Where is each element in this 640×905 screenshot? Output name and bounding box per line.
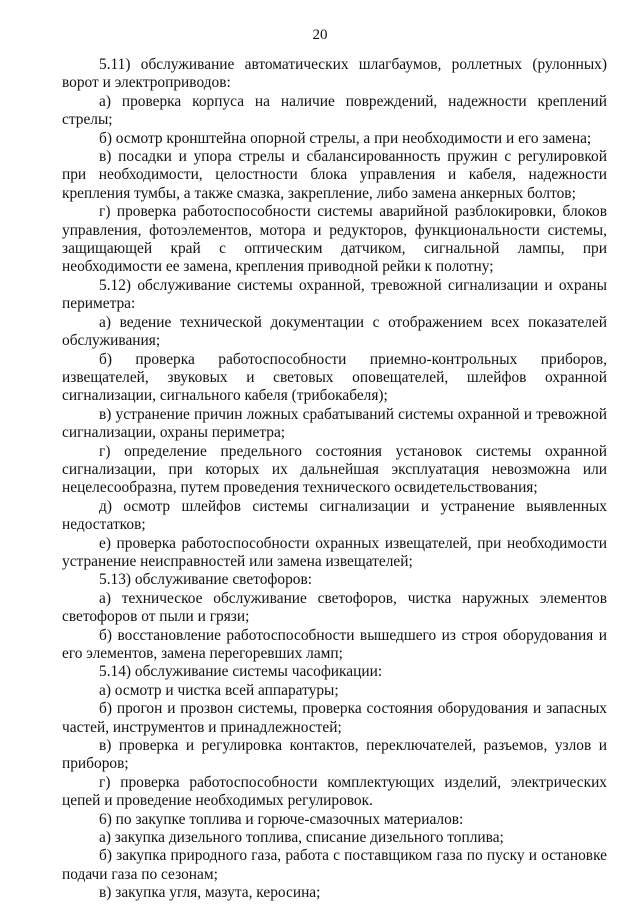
paragraph: б) осмотр кронштейна опорной стрелы, а при необходимости и его замена;: [99, 129, 592, 147]
paragraph: в) посадки и упора стрелы и сбалансированность пружин с регулировкой при необходимости, целостности блока управления и кабеля, надежности крепления тумбы, а также смазка, закрепление, либо замена анкерных болтов;: [62, 148, 607, 202]
paragraph: г) проверка работоспособности комплектующих изделий, электрических цепей и проведение необходимых регулировок.: [62, 773, 607, 810]
paragraph: а) осмотр и чистка всей аппаратуры;: [99, 681, 339, 699]
paragraph: 5.12) обслуживание системы охранной, тревожной сигнализации и охраны периметра:: [62, 276, 607, 313]
paragraph: г) проверка работоспособности системы аварийной разблокировки, блоков управления, фотоэлементов, мотора и редукторов, функциональности системы, защищающей край с оптическим датчиком, сигнальной лампы, при необходимости ее замена, крепления приводной рейки к полотну;: [62, 203, 607, 276]
paragraph: а) закупка дизельного топлива, списание дизельного топлива;: [99, 829, 504, 847]
paragraph: в) закупка угля, мазута, керосина;: [99, 884, 321, 902]
paragraph: б) проверка работоспособности приемно-контрольных приборов, извещателей, звуковых и световых оповещателей, шлейфов охранной сигнализации, сигнального кабеля (трибокабеля);: [62, 350, 607, 405]
document-body: [62, 56, 607, 903]
paragraph: б) восстановление работоспособности вышедшего из строя оборудования и его элементов, замена перегоревших ламп;: [62, 626, 607, 662]
paragraph: 6) по закупке топлива и горюче-смазочных материалов:: [99, 810, 464, 828]
paragraph: г) определение предельного состояния установок системы охранной сигнализации, при которых их дальнейшая эксплуатация невозможна или нецелесообразна, путем проведения технического освидетельствования;: [62, 442, 607, 497]
paragraph: б) закупка природного газа, работа с поставщиком газа по пуску и остановке подачи газа по сезонам;: [62, 847, 607, 883]
paragraph: е) проверка работоспособности охранных извещателей, при необходимости устранение неисправностей или замена извещателей;: [62, 534, 607, 570]
paragraph: в) проверка и регулировка контактов, переключателей, разъемов, узлов и приборов;: [62, 737, 607, 773]
page-number: 20: [312, 27, 328, 43]
paragraph: 5.14) обслуживание системы часофикации:: [99, 663, 383, 681]
paragraph: д) осмотр шлейфов системы сигнализации и устранение выявленных недостатков;: [62, 497, 607, 534]
paragraph: а) ведение технической документации с отображением всех показателей обслуживания;: [62, 313, 607, 350]
paragraph: а) техническое обслуживание светофоров, чистка наружных элементов светофоров от пыли и грязи;: [62, 589, 607, 626]
paragraph: 5.13) обслуживание светофоров:: [99, 571, 313, 589]
paragraph: б) прогон и прозвон системы, проверка состояния оборудования и запасных частей, инструментов и принадлежностей;: [62, 700, 607, 736]
paragraph: в) устранение причин ложных срабатываний системы охранной и тревожной сигнализации, охраны периметра;: [62, 405, 607, 442]
paragraph: 5.11) обслуживание автоматических шлагбаумов, роллетных (рулонных) ворот и электроприводов:: [62, 56, 607, 92]
paragraph: а) проверка корпуса на наличие повреждений, надежности креплений стрелы;: [62, 92, 607, 129]
